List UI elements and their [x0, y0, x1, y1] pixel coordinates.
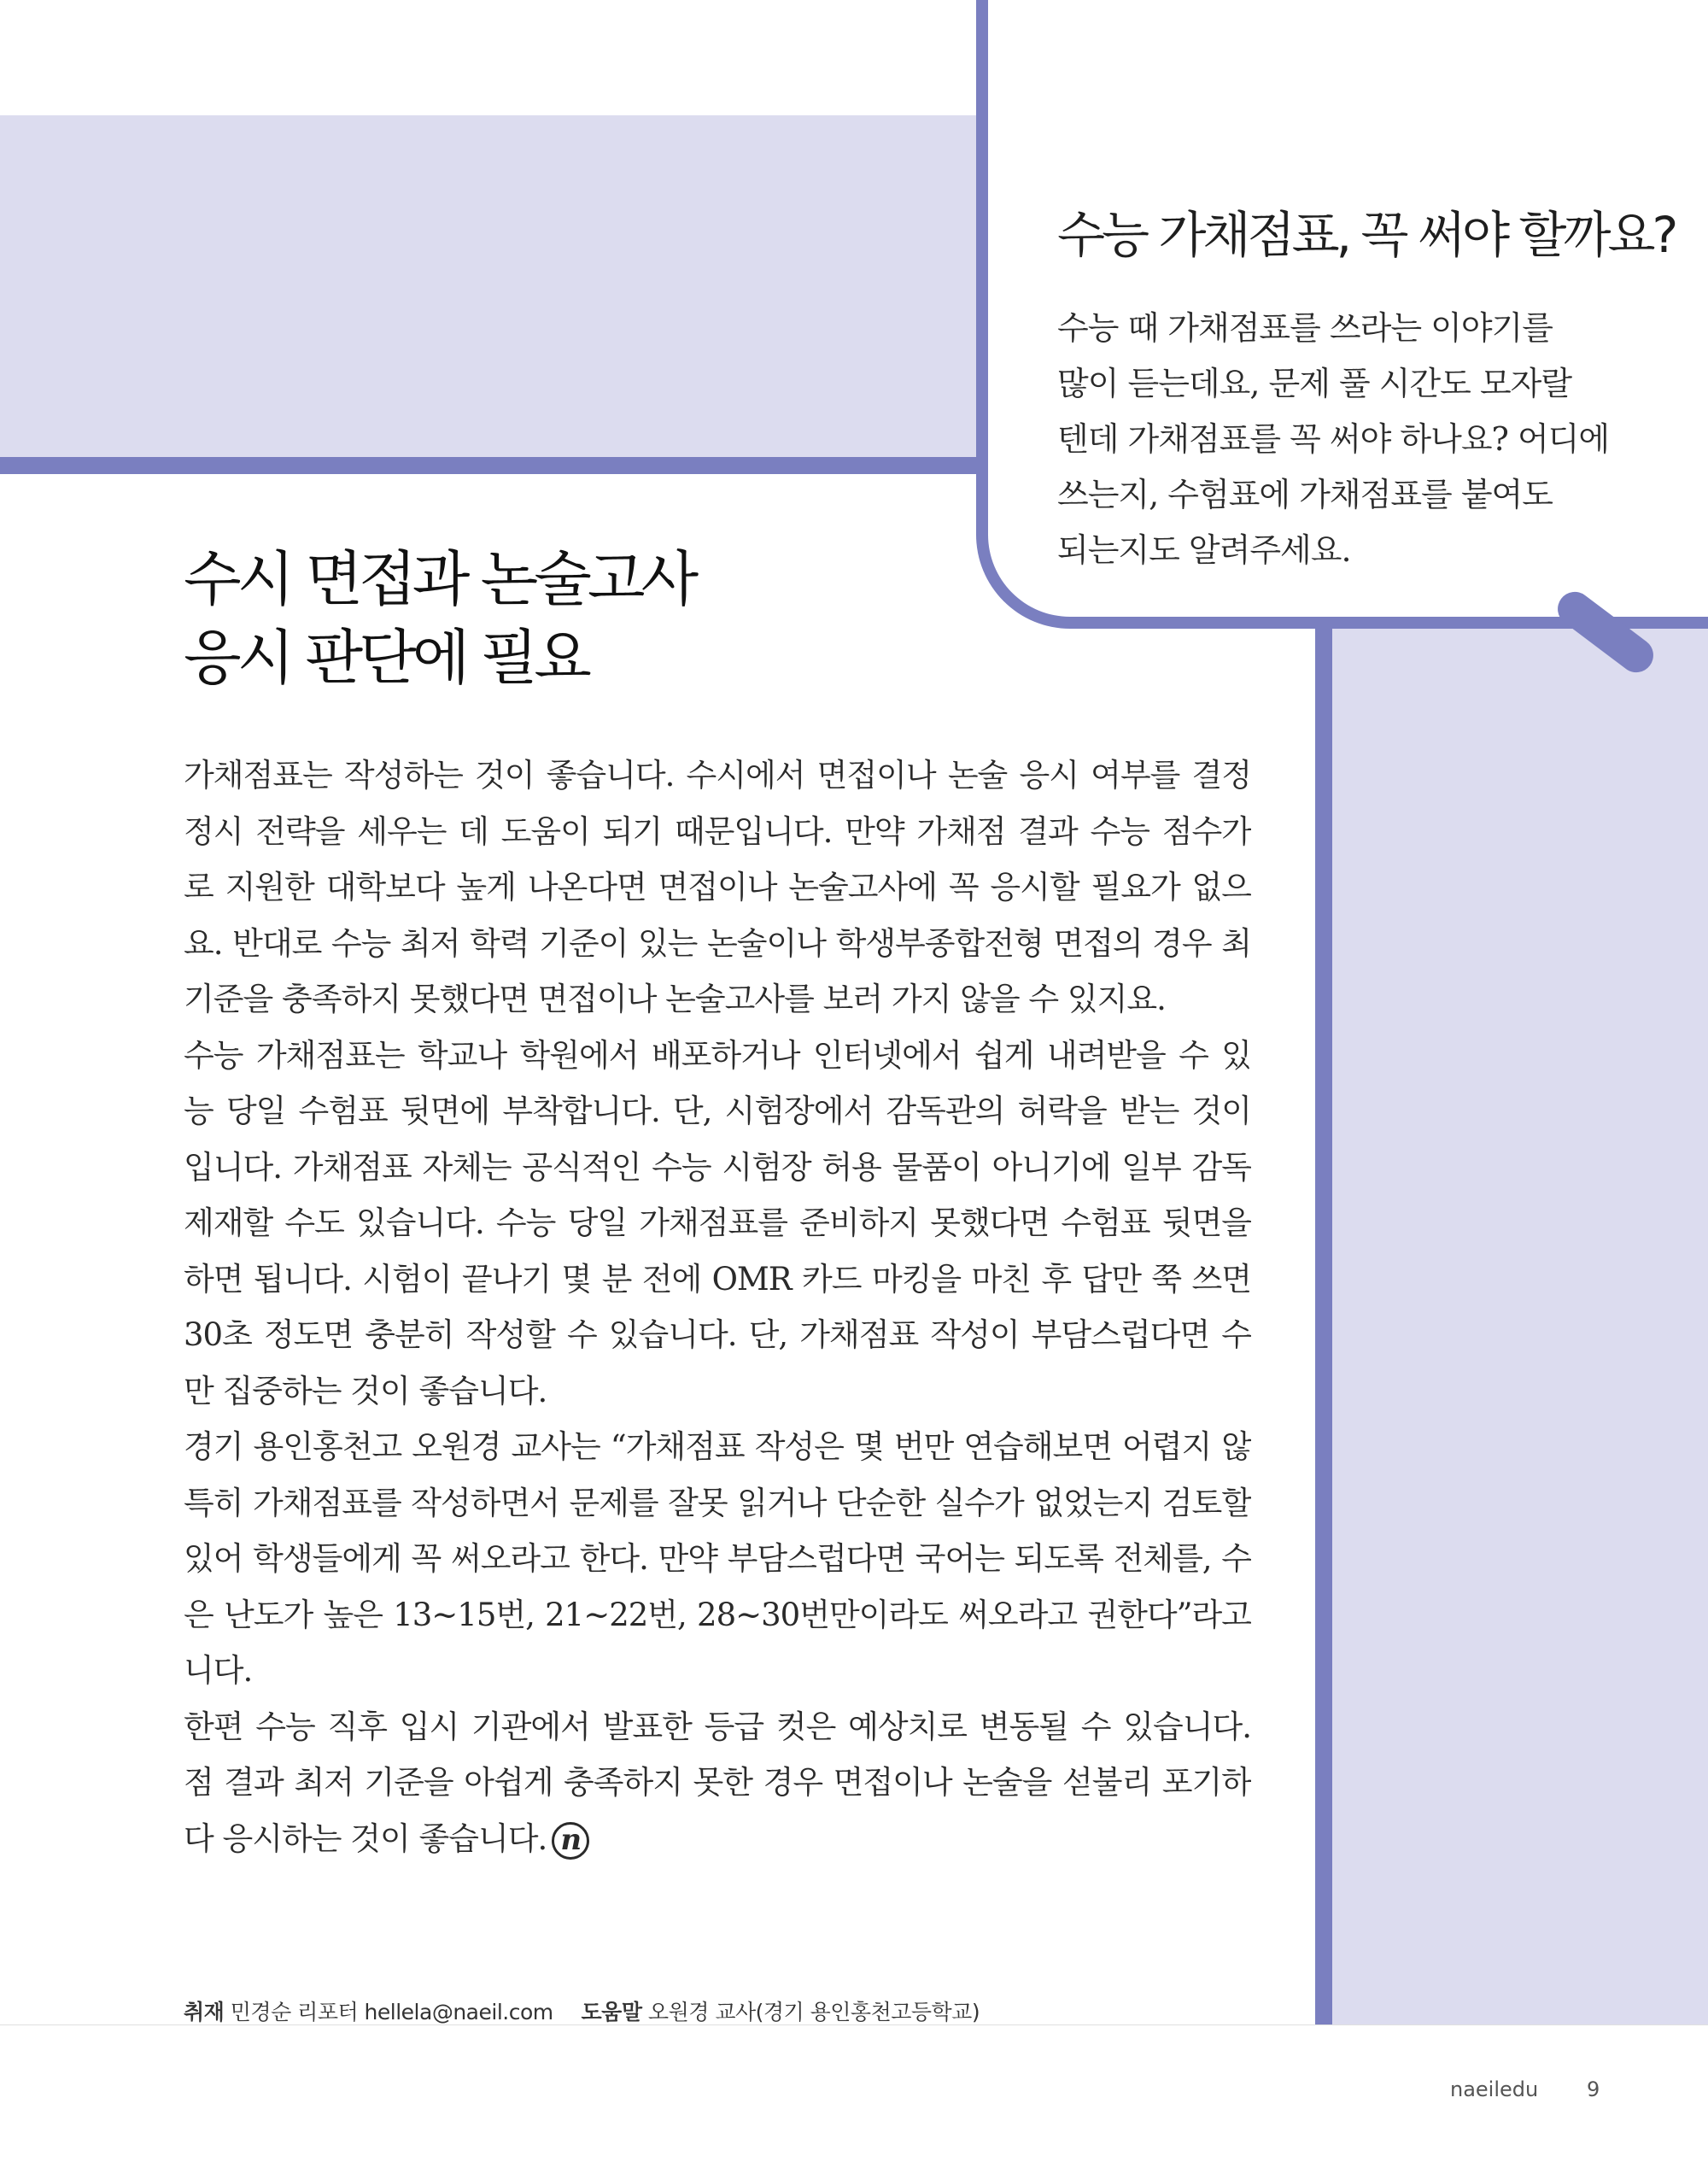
end-mark-icon: n [552, 1822, 589, 1860]
vertical-stripe [1315, 628, 1332, 2024]
question-line: 되는지도 알려주세요. [1057, 531, 1351, 569]
article-line: 입니다. 가채점표 자체는 공식적인 수능 시험장 허용 물품이 아니기에 일부 감독 [184, 1148, 1251, 1186]
question-line: 쓰는지, 수험표에 가채점표를 붙여도 [1057, 476, 1553, 513]
article-line: 하면 됩니다. 시험이 끝나기 몇 분 전에 OMR 카드 마킹을 마친 후 답만 쭉 쓰면 [184, 1260, 1251, 1298]
help-info: 오원경 교사(경기 용인홍천고등학교) [647, 2000, 980, 2024]
article-last-line [184, 1811, 1251, 1867]
article-line: 만 집중하는 것이 좋습니다. [184, 1372, 547, 1409]
horizontal-stripe [0, 457, 991, 474]
credit-line [184, 1995, 980, 2026]
article-line: 30초 정도면 충분히 작성할 수 있습니다. 단, 가채점표 작성이 부담스럽다면 수 [184, 1316, 1251, 1353]
article-line: 요. 반대로 수능 최저 학력 기준이 있는 논술이나 학생부종합전형 면접의 경우 최 [184, 924, 1251, 962]
article-line: 제재할 수도 있습니다. 수능 당일 가채점표를 준비하지 못했다면 수험표 뒷면을 [184, 1204, 1251, 1241]
footer-rule [0, 2024, 1708, 2025]
article-line: 정시 전략을 세우는 데 도움이 되기 때문입니다. 만약 가채점 결과 수능 점수가 [184, 812, 1251, 850]
article-body [184, 747, 1251, 1866]
reporter-label: 취재 [184, 2000, 225, 2024]
article-line: 로 지원한 대학보다 높게 나온다면 면접이나 논술고사에 꼭 응시할 필요가 없으 [184, 869, 1251, 905]
question-line: 텐데 가채점표를 꼭 써야 하나요? 어디에 [1057, 420, 1610, 458]
article-line: 능 당일 수험표 뒷면에 부착합니다. 단, 시험장에서 감독관의 허락을 받는 것이 [184, 1093, 1251, 1129]
article-line: 수능 가채점표는 학교나 학원에서 배포하거나 인터넷에서 쉽게 내려받을 수 있 [184, 1036, 1251, 1074]
right-panel [1315, 628, 1708, 2024]
top-left-panel [0, 115, 991, 457]
article-line: 한편 수능 직후 입시 기관에서 발표한 등급 컷은 예상치로 변동될 수 있습니다. [184, 1708, 1251, 1745]
article-line: 특히 가채점표를 작성하면서 문제를 잘못 읽거나 단순한 실수가 없었는지 검토할 [184, 1484, 1251, 1521]
article-title-line: 응시 판단에 필요 [184, 623, 588, 693]
question-line: 수능 때 가채점표를 쓰라는 이야기를 [1057, 309, 1553, 347]
article-title-line: 수시 면접과 논술고사 [184, 544, 695, 614]
article-line: 다 응시하는 것이 좋습니다. [184, 1819, 547, 1857]
page-number: 9 [1587, 2077, 1600, 2101]
help-label: 도움말 [581, 2000, 642, 2024]
article-title [184, 540, 694, 697]
article-line: 기준을 충족하지 못했다면 면접이나 논술고사를 보러 가지 않을 수 있지요. [184, 981, 1166, 1017]
reporter-info: 민경순 리포터 hellela@naeil.com [230, 2000, 553, 2024]
article-line: 니다. [184, 1652, 253, 1689]
question-body [1057, 301, 1610, 578]
article-line: 있어 학생들에게 꼭 써오라고 한다. 만약 부담스럽다면 국어는 되도록 전체를, 수 [184, 1540, 1251, 1577]
question-line: 많이 듣는데요, 문제 풀 시간도 모자랄 [1057, 365, 1572, 402]
article-line: 경기 용인홍천고 오원경 교사는 “가채점표 작성은 몇 번만 연습해보면 어렵지 않 [184, 1428, 1251, 1465]
article-line: 점 결과 최저 기준을 아쉽게 충족하지 못한 경우 면접이나 논술을 섣불리 포기하 [184, 1764, 1251, 1801]
article-line: 은 난도가 높은 13~15번, 21~22번, 28~30번만이라도 써오라고 권한다”라고 [184, 1596, 1251, 1633]
article-line: 가채점표는 작성하는 것이 좋습니다. 수시에서 면접이나 논술 응시 여부를 결정 [184, 757, 1251, 794]
question-title: 수능 가채점표, 꼭 써야 할까요? [1057, 206, 1676, 264]
footer-brand: naeiledu [1450, 2077, 1539, 2101]
